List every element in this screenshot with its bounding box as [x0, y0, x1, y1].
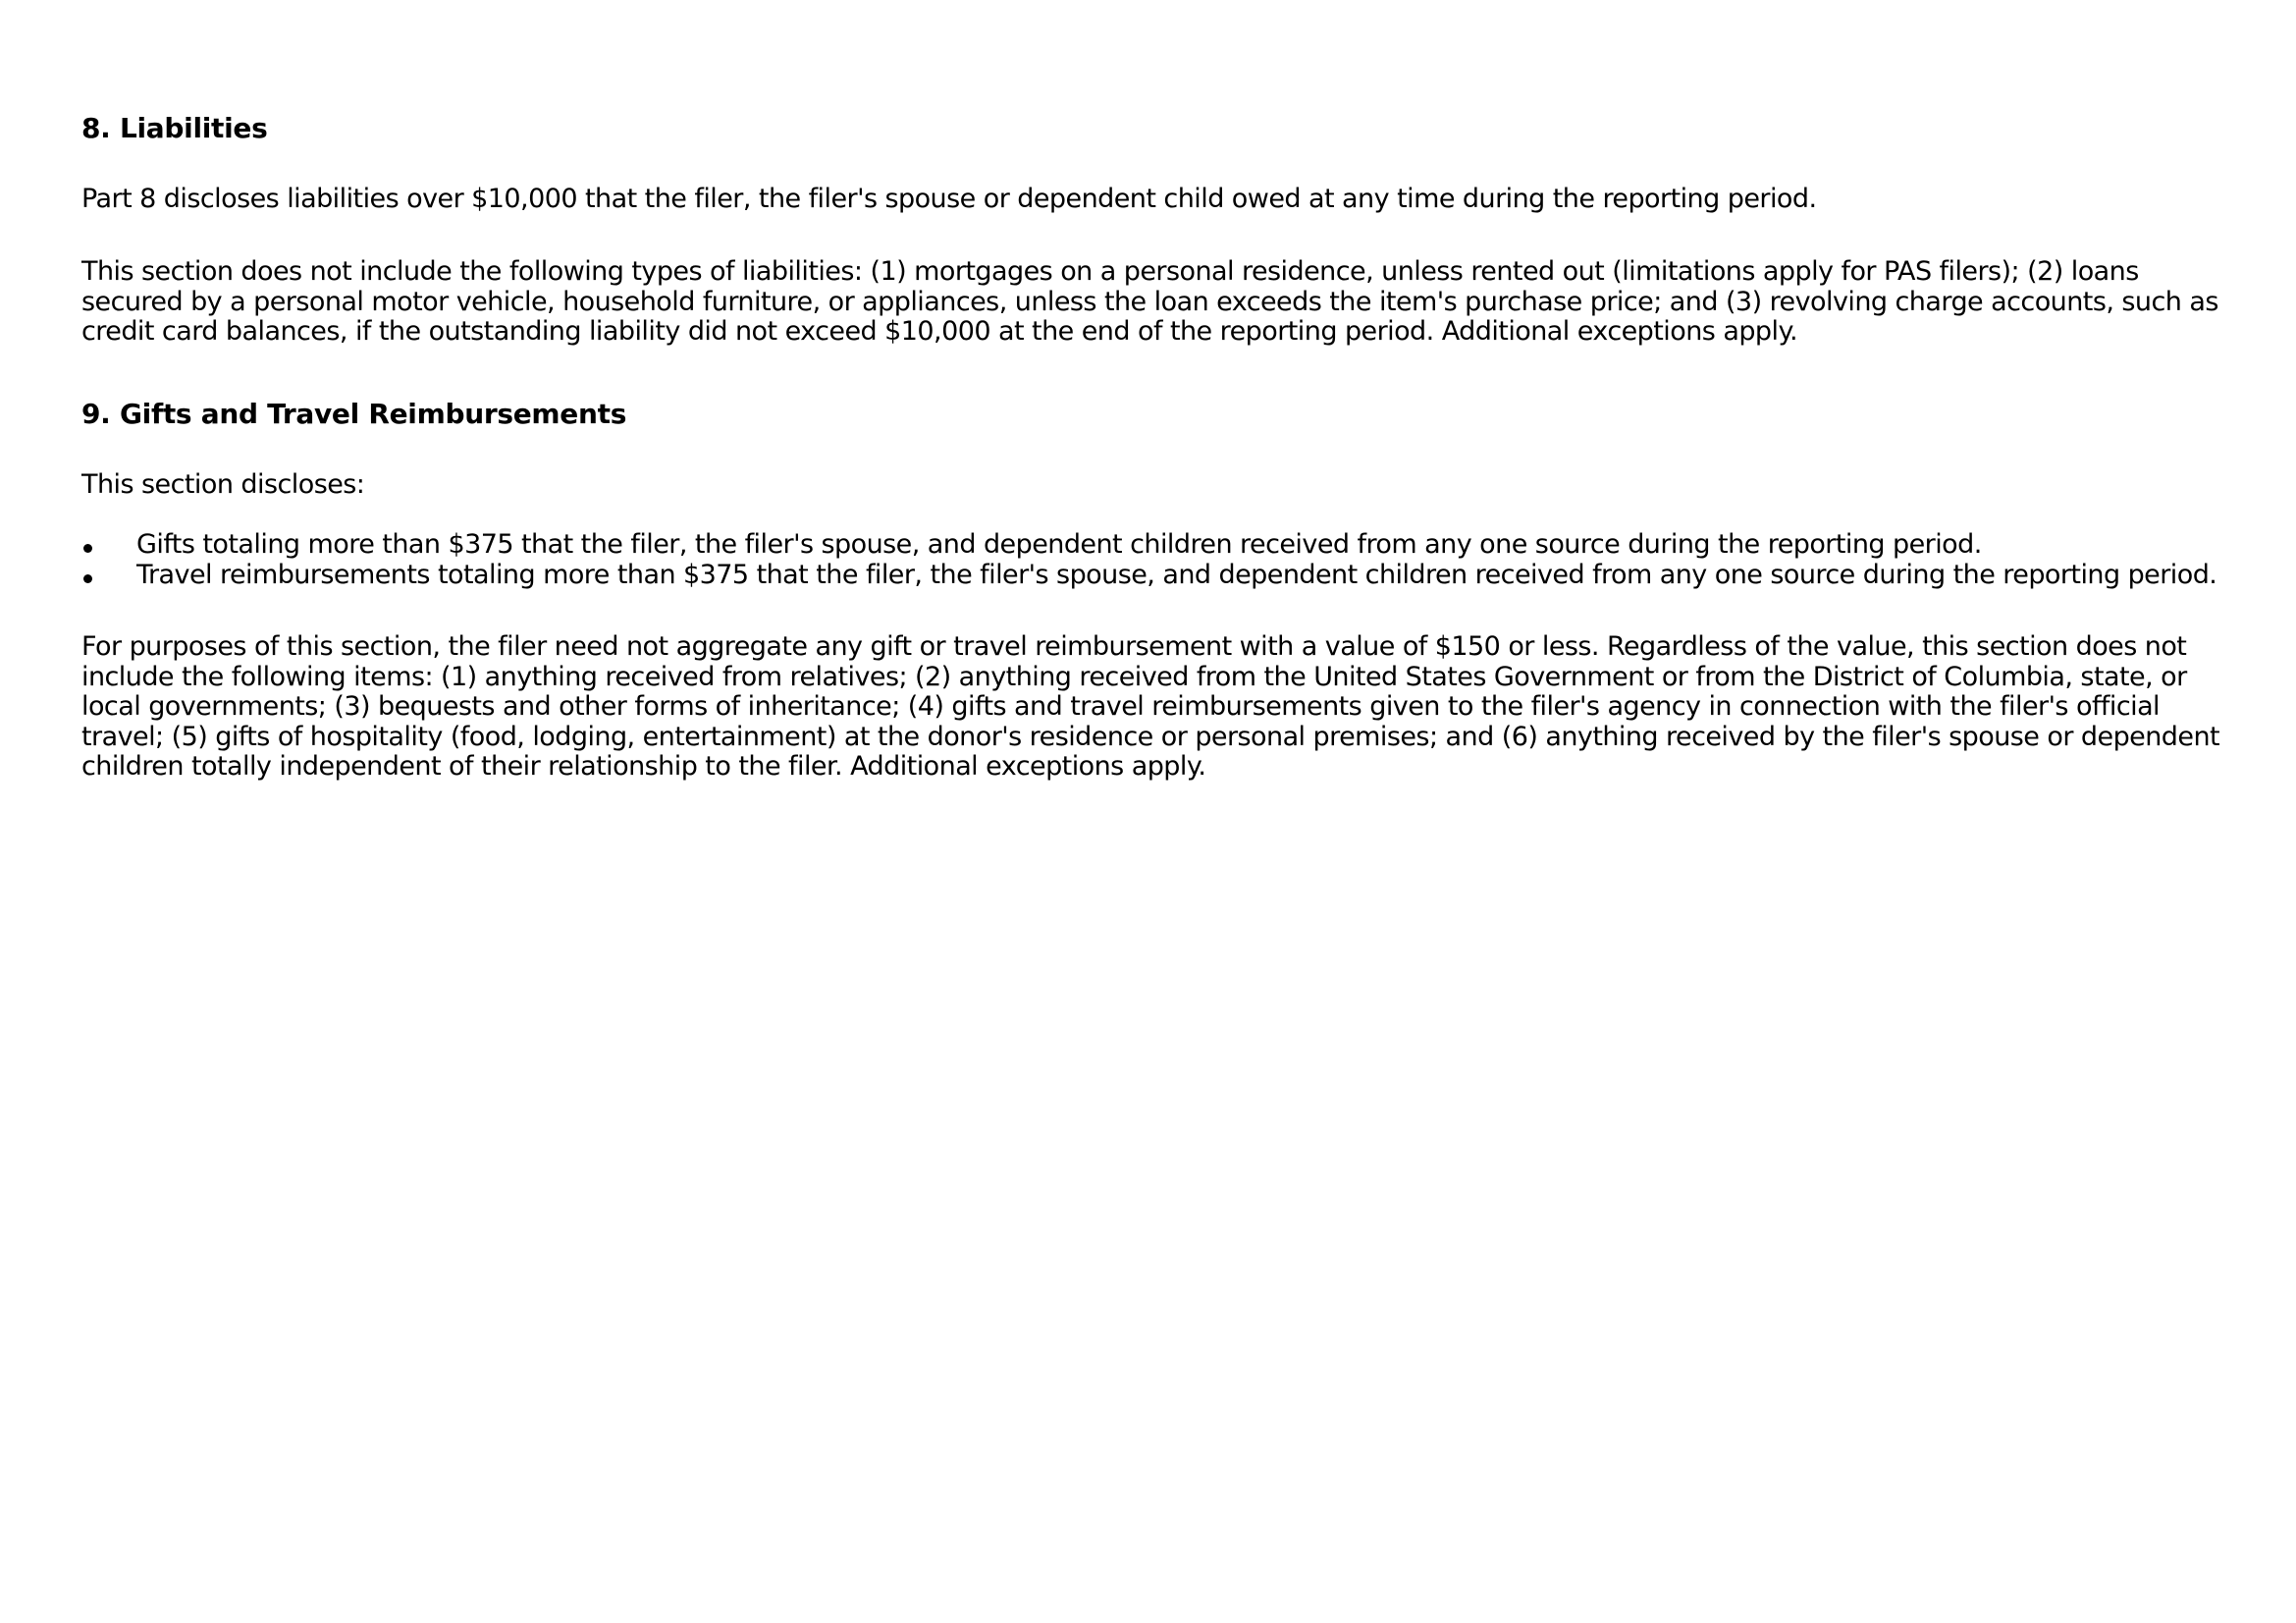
- liabilities-description: Part 8 discloses liabilities over $10,000 that the filer, the filer's spouse or dependent child owed at any time during the reporting period.: [81, 184, 1817, 214]
- bullet-icon: [83, 574, 92, 583]
- gifts-exclusions: For purposes of this section, the filer need not aggregate any gift or travel reimbursement with a value of $150 or less. Regardless of the value, this section does not include the following items: (1) anything received from relatives; (2) anything received from the United States Government or from the District of Columbia, state, or local governments; (3) bequests and other forms of inheritance; (4) gifts and travel reimbursements given to the filer's agency in connection with the filer's official travel; (5) gifts of hospitality (food, lodging, entertainment) at the donor's residence or personal premises; and (6) anything received by the filer's spouse or dependent children totally independent of their relationship to the filer. Additional exceptions apply.: [81, 631, 2220, 782]
- section-heading-gifts-travel: 9. Gifts and Travel Reimbursements: [81, 398, 627, 430]
- list-item: [81, 561, 2236, 591]
- list-item: [81, 530, 2236, 561]
- liabilities-exclusions: This section does not include the following types of liabilities: (1) mortgages on a personal residence, unless rented out (limitations apply for PAS filers); (2) loans secured by a personal motor vehicle, household furniture, or appliances, unless the loan exceeds the item's purchase price; and (3) revolving charge accounts, such as credit card balances, if the outstanding liability did not exceed $10,000 at the end of the reporting period. Additional exceptions apply.: [81, 256, 2218, 347]
- section-heading-liabilities: 8. Liabilities: [81, 112, 268, 144]
- gifts-bullet-list: [81, 530, 2236, 590]
- bullet-text-gifts: Gifts totaling more than $375 that the filer, the filer's spouse, and dependent children received from any one source during the reporting period.: [136, 529, 1982, 560]
- gifts-intro: This section discloses:: [81, 469, 365, 500]
- bullet-text-travel: Travel reimbursements totaling more than $375 that the filer, the filer's spouse, and dependent children received from any one source during the reporting period.: [136, 559, 2217, 590]
- bullet-icon: [83, 544, 92, 553]
